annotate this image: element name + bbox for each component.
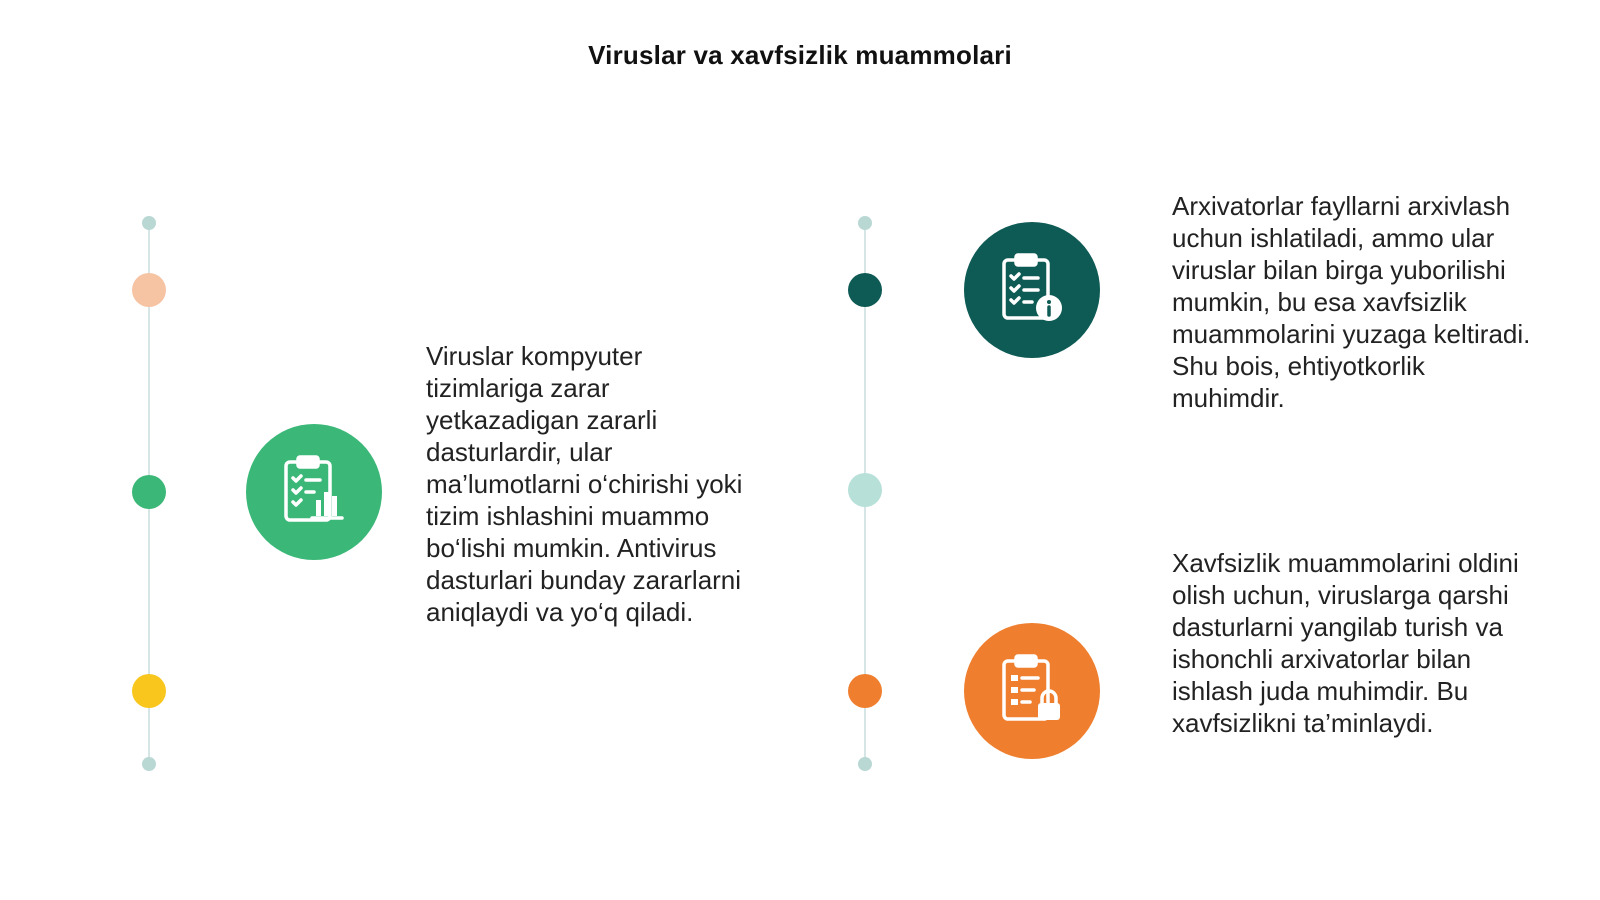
clipboard-chart-icon xyxy=(276,452,352,533)
right-timeline-dot-mint xyxy=(848,473,882,507)
clipboard-info-icon xyxy=(994,250,1070,331)
right-timeline-dot-orange xyxy=(848,674,882,708)
slide-title: Viruslar va xavfsizlik muammolari xyxy=(588,40,1012,70)
item-1-description: Viruslar kompyuter tizimlariga zarar yetkazadigan zararli dasturlardir, ular ma’lumotlarni o‘chirishi yoki tizim ishlashini muammo bo‘lishi mumkin. Antivirus dasturlari bunday zararlarni aniqlaydi va yo‘q qiladi. xyxy=(426,341,743,627)
clipboard-chart-badge xyxy=(246,424,382,560)
right-timeline-end-dot-top xyxy=(858,216,872,230)
clipboard-lock-badge xyxy=(964,623,1100,759)
item-3-description: Xavfsizlik muammolarini oldini olish uchun, viruslarga qarshi dasturlarni yangilab turish va ishonchli arxivatorlar bilan ishlash juda muhimdir. Bu xavfsizlikni ta’minlaydi. xyxy=(1172,548,1519,738)
right-timeline-dot-teal xyxy=(848,273,882,307)
clipboard-lock-icon xyxy=(994,651,1070,732)
item-2-description: Arxivatorlar fayllarni arxivlash uchun ishlatiladi, ammo ular viruslar bilan birga yuborilishi mumkin, bu esa xavfsizlik muammolarini yuzaga keltiradi. Shu bois, ehtiyotkorlik muhimdir. xyxy=(1172,191,1531,413)
right-timeline-end-dot-bottom xyxy=(858,757,872,771)
clipboard-info-badge xyxy=(964,222,1100,358)
